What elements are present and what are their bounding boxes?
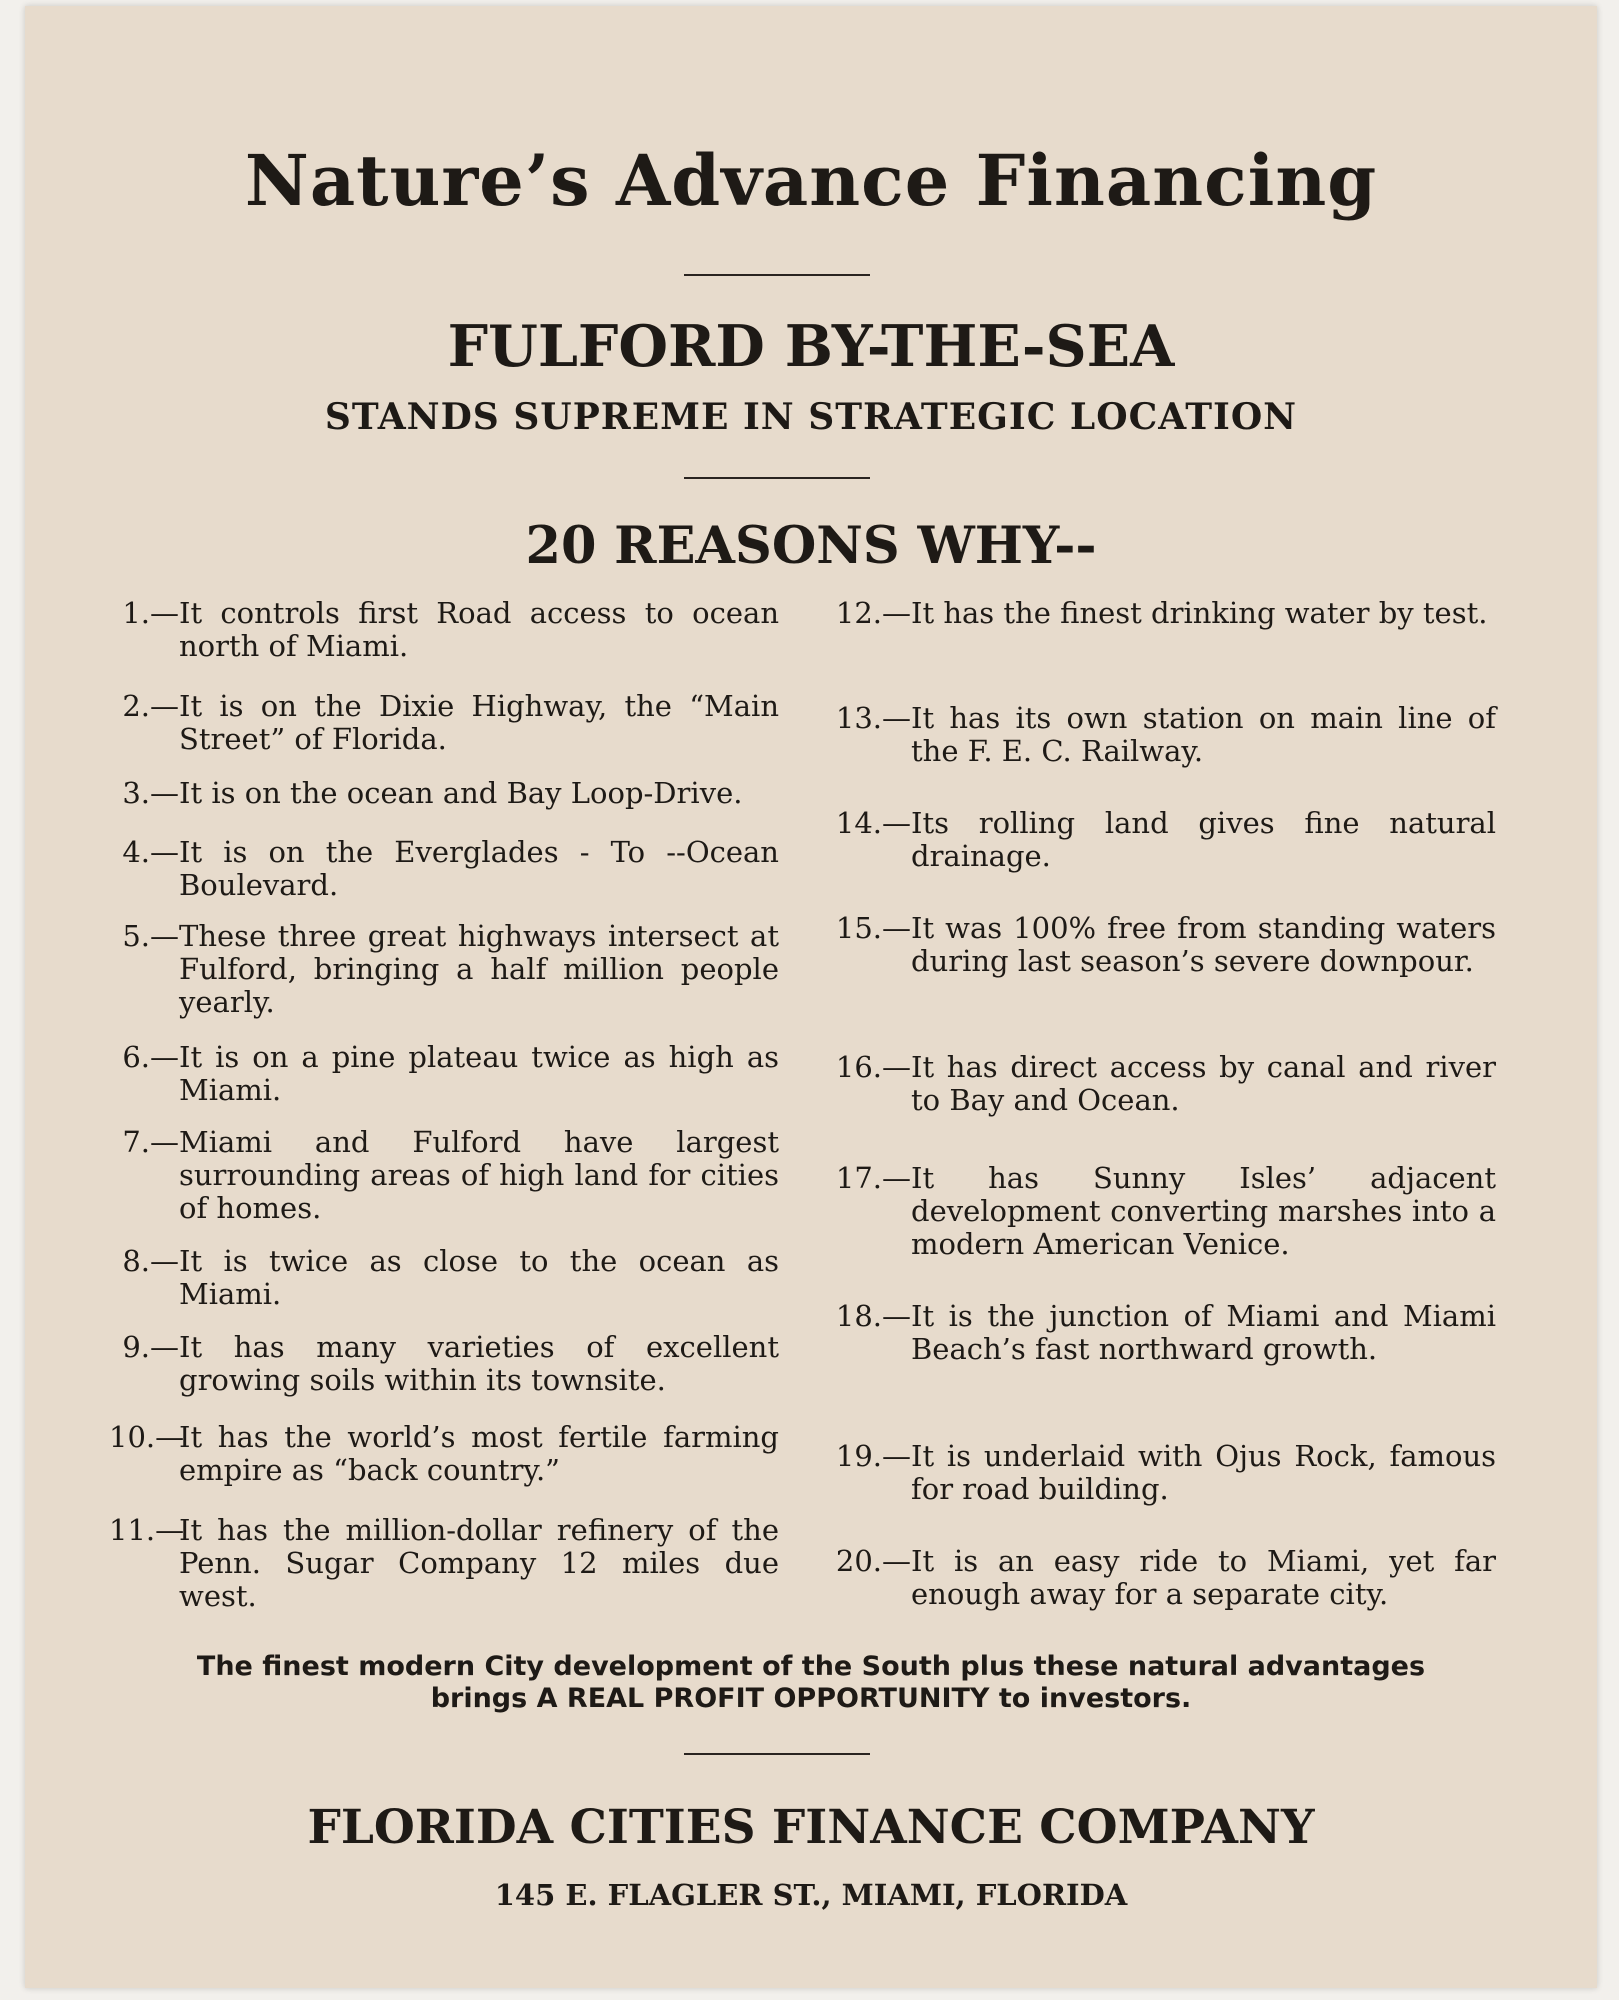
profit-statement-line: brings A REAL PROFIT OPPORTUNITY to investors. bbox=[430, 1683, 1192, 1714]
reasons-heading: 20 REASONS WHY-- bbox=[525, 516, 1097, 576]
reason-text: It has Sunny Isles’ adjacent development converting marshes into a modern American Venice. bbox=[911, 1161, 1496, 1261]
profit-statement-line: The finest modern City development of the South plus these natural advantages bbox=[196, 1651, 1426, 1682]
reason-item bbox=[109, 1245, 779, 1311]
reason-item bbox=[827, 807, 1496, 873]
reason-number: 1.— bbox=[122, 596, 179, 630]
profit-statement bbox=[25, 1651, 1597, 1715]
reason-text: It has the world’s most fertile farming empire as “back country.” bbox=[179, 1420, 779, 1487]
flyer-title: Nature’s Advance Financing bbox=[244, 139, 1378, 222]
reason-number: 4.— bbox=[122, 835, 179, 869]
reason-number: 16.— bbox=[835, 1050, 911, 1084]
reason-item bbox=[827, 597, 1496, 630]
reason-item bbox=[827, 1440, 1496, 1506]
reason-item bbox=[109, 1331, 779, 1397]
reason-item bbox=[827, 702, 1496, 768]
reason-number: 9.— bbox=[122, 1330, 179, 1364]
reason-text: It is underlaid with Ojus Rock, famous for road building. bbox=[911, 1439, 1496, 1506]
divider-rule bbox=[684, 477, 870, 479]
reason-text: It is twice as close to the ocean as Miami. bbox=[179, 1244, 779, 1311]
reason-text: It was 100% free from standing waters during last season’s severe downpour. bbox=[911, 911, 1496, 978]
reason-text: Miami and Fulford have largest surrounding areas of high land for cities of homes. bbox=[179, 1125, 779, 1225]
reason-text: It has direct access by canal and river to Bay and Ocean. bbox=[911, 1050, 1496, 1117]
reason-number: 20.— bbox=[835, 1544, 911, 1578]
reason-item bbox=[827, 1545, 1496, 1611]
reason-number: 8.— bbox=[122, 1244, 179, 1278]
reason-number: 12.— bbox=[835, 596, 911, 630]
reason-number: 15.— bbox=[835, 911, 911, 945]
reason-item bbox=[109, 1421, 779, 1487]
reason-number: 14.— bbox=[835, 806, 911, 840]
reason-item bbox=[827, 912, 1496, 978]
reason-number: 10.— bbox=[109, 1420, 185, 1454]
reason-number: 19.— bbox=[835, 1439, 911, 1473]
tagline: STANDS SUPREME IN STRATEGIC LOCATION bbox=[324, 396, 1298, 438]
reason-item bbox=[109, 1041, 779, 1107]
reason-item bbox=[109, 690, 779, 756]
reason-text: It is on the ocean and Bay Loop-Drive. bbox=[179, 776, 743, 810]
divider-rule bbox=[684, 274, 870, 276]
reason-item bbox=[827, 1051, 1496, 1117]
flyer-sheet bbox=[25, 6, 1597, 1988]
reason-text: It is on a pine plateau twice as high as Miami. bbox=[179, 1040, 779, 1107]
reason-item bbox=[109, 1514, 779, 1613]
reason-number: 18.— bbox=[835, 1299, 911, 1333]
reason-text: It has the finest drinking water by test. bbox=[911, 596, 1488, 630]
reason-text: It has many varieties of excellent growing soils within its townsite. bbox=[179, 1330, 779, 1397]
reason-text: It is on the Dixie Highway, the “Main Street” of Florida. bbox=[179, 689, 779, 756]
reason-text: It is an easy ride to Miami, yet far enough away for a separate city. bbox=[911, 1544, 1496, 1611]
reason-item bbox=[109, 597, 779, 663]
reason-number: 13.— bbox=[835, 701, 911, 735]
reason-item bbox=[827, 1162, 1496, 1261]
divider-rule bbox=[684, 1753, 870, 1755]
reason-number: 17.— bbox=[835, 1161, 911, 1195]
reason-number: 6.— bbox=[122, 1040, 179, 1074]
reason-item bbox=[109, 1126, 779, 1225]
reason-number: 11.— bbox=[109, 1513, 185, 1547]
reason-item bbox=[109, 920, 779, 1019]
reason-text: It has the million-dollar refinery of the Penn. Sugar Company 12 miles due west. bbox=[179, 1513, 779, 1613]
reason-text: It has its own station on main line of the F. E. C. Railway. bbox=[911, 701, 1496, 768]
reason-item bbox=[827, 1300, 1496, 1366]
company-address: 145 E. FLAGLER ST., MIAMI, FLORIDA bbox=[494, 1878, 1128, 1912]
reason-text: It controls first Road access to ocean north of Miami. bbox=[179, 596, 779, 663]
reason-number: 5.— bbox=[122, 919, 179, 953]
reason-text: These three great highways intersect at Fulford, bringing a half million people yearly. bbox=[179, 919, 779, 1019]
reason-number: 3.— bbox=[122, 776, 179, 810]
reason-number: 7.— bbox=[122, 1125, 179, 1159]
development-name: FULFORD BY-THE-SEA bbox=[447, 313, 1175, 380]
reason-number: 2.— bbox=[122, 689, 179, 723]
company-name: FLORIDA CITIES FINANCE COMPANY bbox=[307, 1800, 1315, 1855]
reason-item bbox=[109, 836, 779, 902]
reason-text: It is on the Everglades - To --Ocean Boulevard. bbox=[179, 835, 779, 902]
reason-item bbox=[109, 777, 779, 810]
reason-text: Its rolling land gives fine natural drainage. bbox=[911, 806, 1496, 873]
reason-text: It is the junction of Miami and Miami Beach’s fast northward growth. bbox=[911, 1299, 1496, 1366]
